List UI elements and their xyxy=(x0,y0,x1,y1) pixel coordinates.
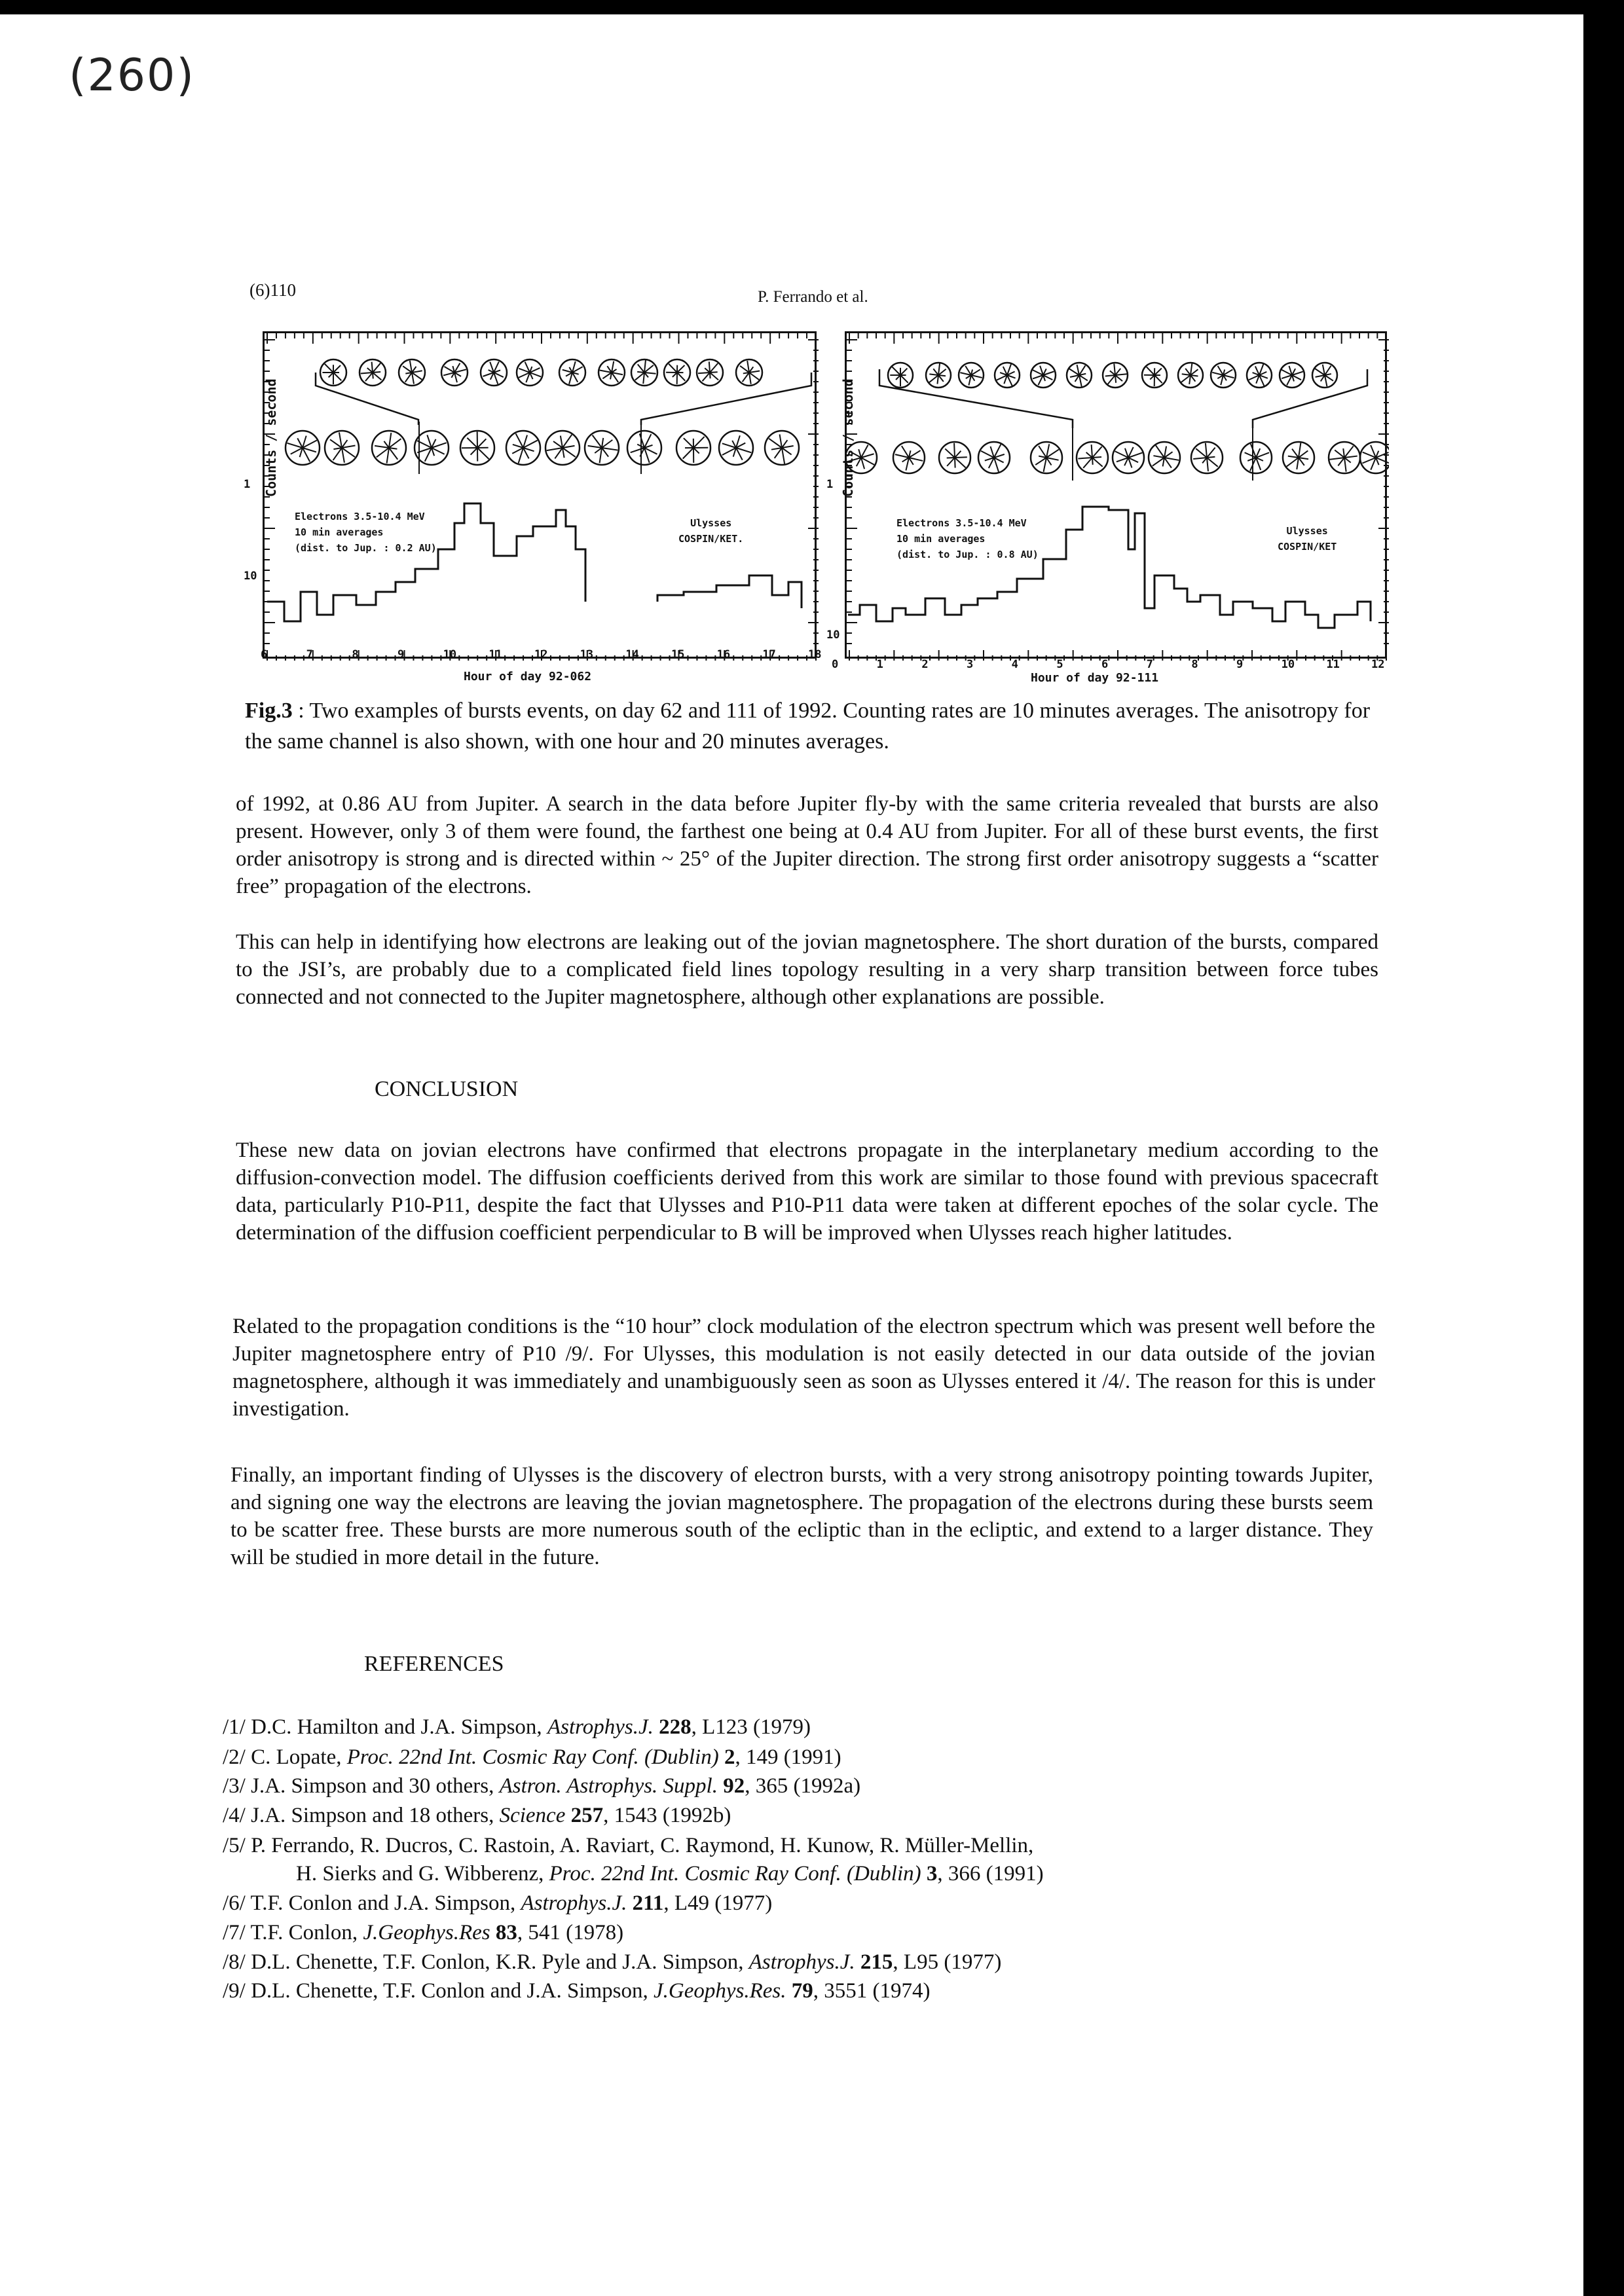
rosette-sector xyxy=(955,458,966,467)
rosette-sector xyxy=(373,363,380,373)
panel1-legend-left: Electrons 3.5-10.4 MeV 10 min averages (dist. to Jup. : 0.2 AU) xyxy=(295,511,437,554)
reference-item-continuation: H. Sierks and G. Wibberenz, Proc. 22nd Int. Cosmic Ray Conf. (Dublin) 3, 366 (1991) xyxy=(296,1862,1044,1886)
x-tick-label: 8 xyxy=(352,648,359,661)
x-tick-label: 12 xyxy=(1371,658,1385,671)
figure-caption xyxy=(245,695,1379,757)
x-tick-label: 4 xyxy=(1011,658,1018,671)
x-tick-label: 7 xyxy=(306,648,313,661)
rosette-sector xyxy=(1092,457,1101,458)
x-tick-label: 14 xyxy=(625,648,639,661)
rosette-sector xyxy=(710,363,718,373)
rosette-sector xyxy=(375,446,389,448)
rosette-sector xyxy=(1344,458,1346,472)
rosette-sector xyxy=(893,367,900,375)
rosette-sector xyxy=(1335,450,1344,458)
rosette-sector xyxy=(325,364,333,373)
rosette-sector xyxy=(947,458,955,466)
rosette-sector xyxy=(329,373,333,377)
panel1-ylabel: Counts / second xyxy=(263,378,279,497)
x-tick-label: 18 xyxy=(808,648,822,661)
caption-text: : Two examples of bursts events, on day 62 and 111 of 1992. Counting rates are 10 minutes averages. The anisotropy for the same channel is also shown, with one hour and 20 minutes averages. xyxy=(245,699,1371,754)
reference-item: /3/ J.A. Simpson and 30 others, Astron. Astrophys. Suppl. 92, 365 (1992a) xyxy=(223,1774,861,1798)
rosette-sector xyxy=(683,448,693,459)
y-tick-label: 10 xyxy=(244,570,257,583)
reference-item: /2/ C. Lopate, Proc. 22nd Int. Cosmic Ray Conf. (Dublin) 2, 149 (1991) xyxy=(223,1745,841,1769)
caption-label: Fig.3 xyxy=(245,699,293,723)
rosette-sector xyxy=(333,373,341,380)
rosette-sector xyxy=(900,369,907,375)
references-heading: REFERENCES xyxy=(364,1652,504,1676)
rosette-sector xyxy=(1154,375,1162,383)
reference-item: /6/ T.F. Conlon and J.A. Simpson, Astrophys.J. 211, L49 (1977) xyxy=(223,1891,773,1915)
rosette-sector xyxy=(677,365,684,373)
rosette-sector xyxy=(389,439,401,448)
panel2-legend-right: Ulysses COSPIN/KET xyxy=(1278,525,1337,553)
x-tick-label: 0 xyxy=(832,658,839,671)
panel1-legend-right: Ulysses COSPIN/KET. xyxy=(678,517,744,545)
x-tick-label: 15 xyxy=(671,648,685,661)
body-paragraph-1: of 1992, at 0.86 AU from Jupiter. A search in the data before Jupiter fly-by with the same criteria revealed that bursts are also present. However, only 3 of them were found, the farthest one being at 0.4 AU from Jupiter. For all of these burst events, the first order anisotropy is strong and is directed within ~ 25° of the Jupiter direction. The strong first order anisotropy suggests a “scatter free” propagation of the electrons. xyxy=(236,792,1378,898)
y-tick-label: 10 xyxy=(826,629,840,642)
rosette-sector xyxy=(669,364,677,373)
reference-item: /7/ T.F. Conlon, J.Geophys.Res 83, 541 (1978) xyxy=(223,1921,624,1944)
rosette-sector xyxy=(1207,457,1215,458)
rosette-sector xyxy=(709,361,710,373)
rosette-sector xyxy=(365,373,373,381)
rosette-sector xyxy=(677,373,685,381)
rosette-sector xyxy=(635,373,644,380)
reference-item: /8/ D.L. Chenette, T.F. Conlon, K.R. Pyle and J.A. Simpson, Astrophys.J. 215, L95 (1977) xyxy=(223,1950,1002,1974)
panel2-xlabel: Hour of day 92-111 xyxy=(1031,671,1159,685)
panel1-xlabel: Hour of day 92-062 xyxy=(464,670,592,683)
panel2-plot xyxy=(847,333,1389,661)
x-tick-label: 13 xyxy=(580,648,594,661)
rosette-sector xyxy=(600,448,602,463)
bracket xyxy=(316,373,418,425)
reference-item: /9/ D.L. Chenette, T.F. Conlon and J.A. Simpson, J.Geophys.Res. 79, 3551 (1974) xyxy=(223,1979,931,2003)
rosette-sector xyxy=(1115,374,1127,375)
rosette-sector xyxy=(389,448,397,460)
rosette-sector xyxy=(471,448,477,455)
rosette-sector xyxy=(1092,458,1103,467)
rosette-sector xyxy=(602,448,618,450)
x-tick-label: 12 xyxy=(534,648,548,661)
rosette-sector xyxy=(372,362,373,373)
rosette-sector xyxy=(684,438,693,448)
rosette-sector xyxy=(643,373,644,384)
rosette-sector xyxy=(938,363,940,375)
x-tick-label: 7 xyxy=(1146,658,1153,671)
body-paragraph-2: This can help in identifying how electrons are leaking out of the jovian magnetosphere. The short duration of the bursts, compared to the JSI’s, are probably due to a complicated field lines topology resulting in a very sharp transition between force tubes connected and not connected to the Jupiter magnetosphere, although other explanations are possible. xyxy=(236,930,1378,1009)
rosette-sector xyxy=(1206,443,1207,458)
rosette-sector xyxy=(377,448,389,457)
handwritten-page-note: (260) xyxy=(69,50,195,101)
x-tick-label: 16 xyxy=(716,648,731,661)
rosette-sector xyxy=(644,373,656,374)
running-header-authors: P. Ferrando et al. xyxy=(758,288,868,306)
conclusion-paragraph-1: These new data on jovian electrons have confirmed that electrons propagate in the interplanetary medium according to the diffusion-convection model. The diffusion coefficients derived from this work are similar to those found with previous spacecraft data, particularly P10-P11, despite the fact that Ulysses and P10-P11 data were taken at different epoches of the solar cycle. The determination of the diffusion coefficient perpendicular to B will be improved when Ulysses reach higher latitudes. xyxy=(236,1139,1378,1245)
rosette-sector xyxy=(693,448,699,454)
rosette-sector xyxy=(387,448,389,464)
rosette-sector xyxy=(710,373,718,380)
rosette-sector xyxy=(1147,367,1154,375)
panel2-legend-left: Electrons 3.5-10.4 MeV 10 min averages (dist. to Jup. : 0.8 AU) xyxy=(896,517,1039,560)
page-number-header: (6)110 xyxy=(249,280,296,300)
rosette-sector xyxy=(929,375,938,382)
x-tick-label: 2 xyxy=(921,658,929,671)
rosette-sector xyxy=(938,375,946,376)
x-tick-label: 11 xyxy=(1326,658,1340,671)
rosette-sector xyxy=(644,365,654,373)
conclusion-heading: CONCLUSION xyxy=(375,1077,519,1101)
rosette-sector xyxy=(1207,458,1218,467)
rosette-sector xyxy=(477,439,486,448)
rosette-sector xyxy=(896,375,900,380)
rosette-sector xyxy=(361,373,373,374)
rosette-sector xyxy=(955,457,967,458)
reference-item: /4/ J.A. Simpson and 18 others, Science 257, 1543 (1992b) xyxy=(223,1804,731,1827)
y-tick-label: 1 xyxy=(826,478,834,491)
rosette-sector xyxy=(1193,458,1207,459)
rosette-sector xyxy=(710,372,718,373)
rosette-sector xyxy=(1108,375,1115,384)
rosette-sector xyxy=(1344,446,1354,458)
rosette-sector xyxy=(900,375,908,383)
x-tick-label: 11 xyxy=(489,648,502,661)
rosette-sector xyxy=(467,438,477,448)
x-tick-label: 9 xyxy=(1236,658,1244,671)
reference-item: /1/ D.C. Hamilton and J.A. Simpson, Astrophys.J. 228, L123 (1979) xyxy=(223,1715,811,1739)
rosette-sector xyxy=(644,360,646,373)
x-tick-label: 1 xyxy=(876,658,883,671)
rosette-sector xyxy=(1092,458,1093,465)
rosette-sector xyxy=(593,435,602,448)
x-tick-label: 10 xyxy=(443,648,457,661)
x-tick-label: 9 xyxy=(397,648,405,661)
rosette-sector xyxy=(954,443,955,458)
histogram-day62-tail xyxy=(657,575,802,608)
rosette-sector xyxy=(373,373,381,380)
rosette-sector xyxy=(373,372,380,373)
rosette-sector xyxy=(1299,443,1301,458)
x-tick-label: 5 xyxy=(1056,658,1063,671)
figure-panel-day-62 xyxy=(263,331,817,659)
panel2-ylabel: Counts / second xyxy=(840,378,856,497)
rosette-sector xyxy=(477,448,489,459)
x-tick-label: 6 xyxy=(261,648,268,661)
rosette-sector xyxy=(1092,446,1102,458)
rosette-sector xyxy=(1207,458,1208,471)
rosette-sector xyxy=(1083,458,1092,468)
rosette-sector xyxy=(1207,448,1215,458)
rosette-sector xyxy=(1154,368,1162,375)
rosette-sector xyxy=(1330,458,1344,460)
rosette-sector xyxy=(1114,364,1115,375)
x-tick-label: 10 xyxy=(1281,658,1295,671)
bracket xyxy=(1253,369,1367,428)
rosette-sector xyxy=(945,448,955,458)
x-tick-label: 3 xyxy=(967,658,974,671)
figure-panel-day-111 xyxy=(840,331,1387,659)
conclusion-paragraph-3: Finally, an important finding of Ulysses is the discovery of electron bursts, with a very strong anisotropy pointing towards Jupiter, and signing one way the electrons are leaving the jovian magnetosphere. The propagation of the electrons during these bursts seem to be scatter free. These bursts are more numerous south of the ecliptic than in the ecliptic, and extend to a larger distance. They will be studied in more detail in the future. xyxy=(231,1463,1373,1569)
y-tick-label: 1 xyxy=(244,478,251,491)
rosette-sector xyxy=(333,365,341,373)
rosette-sector xyxy=(1287,458,1299,467)
rosette-sector xyxy=(693,437,705,448)
rosette-sector xyxy=(1196,448,1207,458)
rosette-sector xyxy=(1115,375,1116,383)
reference-item: /5/ P. Ferrando, R. Ducros, C. Rastoin, A. Raviart, C. Raymond, H. Kunow, R. Müller-Mellin, xyxy=(223,1834,1034,1857)
conclusion-paragraph-2: Related to the propagation conditions is the “10 hour” clock modulation of the electron spectrum which was present well before the Jupiter magnetosphere entry of P10 /9/. For Ulysses, this modulation is not easily detected in our data outside of the jovian magnetosphere, although it was immediately and unambiguously seen as soon as Ulysses entered it /4/. The reason for this is under investigation. xyxy=(232,1315,1375,1421)
rosette-sector xyxy=(1344,456,1357,458)
x-tick-label: 6 xyxy=(1101,658,1109,671)
rosette-sector xyxy=(955,451,961,458)
panel1-plot xyxy=(265,333,822,661)
x-tick-label: 8 xyxy=(1191,658,1198,671)
rosette-sector xyxy=(703,373,710,381)
rosette-sector xyxy=(389,433,391,448)
x-tick-label: 17 xyxy=(762,648,776,661)
